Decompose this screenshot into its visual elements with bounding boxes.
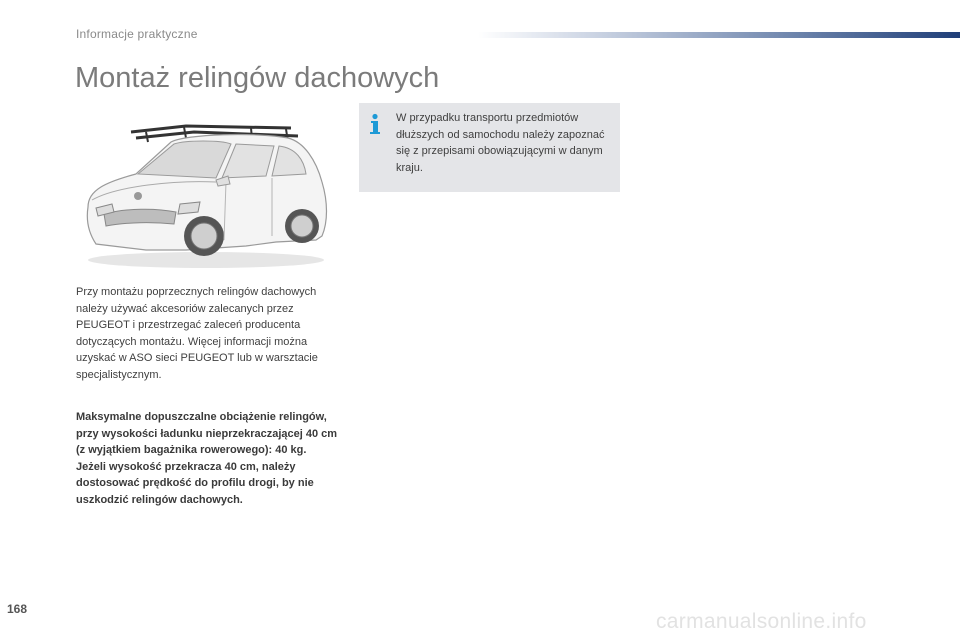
car-with-roof-bars-illustration bbox=[76, 112, 336, 272]
section-label: Informacje praktyczne bbox=[76, 27, 198, 41]
info-box bbox=[359, 103, 620, 192]
body-paragraph: Przy montażu poprzecznych relingów dachowych należy używać akcesoriów zalecanych przez PEUGEOT i przestrzegać zaleceń producenta dotyczących montażu. Więcej informacji można uzyskać w ASO sieci PEUGEOT lub w warsztacie specjalistycznym. bbox=[76, 286, 318, 381]
info-text: W przypadku transportu przedmiotów dłuższych od samochodu należy zapoznać się z przepisami obowiązującymi w danym kraju. bbox=[396, 112, 605, 174]
warning-paragraph: Maksymalne dopuszczalne obciążenie relingów, przy wysokości ładunku nieprzekraczającej 40 cm (z wyjątkiem bagażnika rowerowego): 40 kg. Jeżeli wysokość przekracza 40 cm, należy dostosować prędkość do profilu drogi, by nie uszkodzić relingów dachowych. bbox=[76, 411, 338, 506]
watermark-text: carmanualsonline.info bbox=[656, 610, 867, 633]
page-title: Montaż relingów dachowych bbox=[75, 62, 440, 94]
page-number: 168 bbox=[7, 602, 28, 616]
header-accent-bar bbox=[478, 32, 960, 38]
info-icon bbox=[367, 113, 383, 135]
